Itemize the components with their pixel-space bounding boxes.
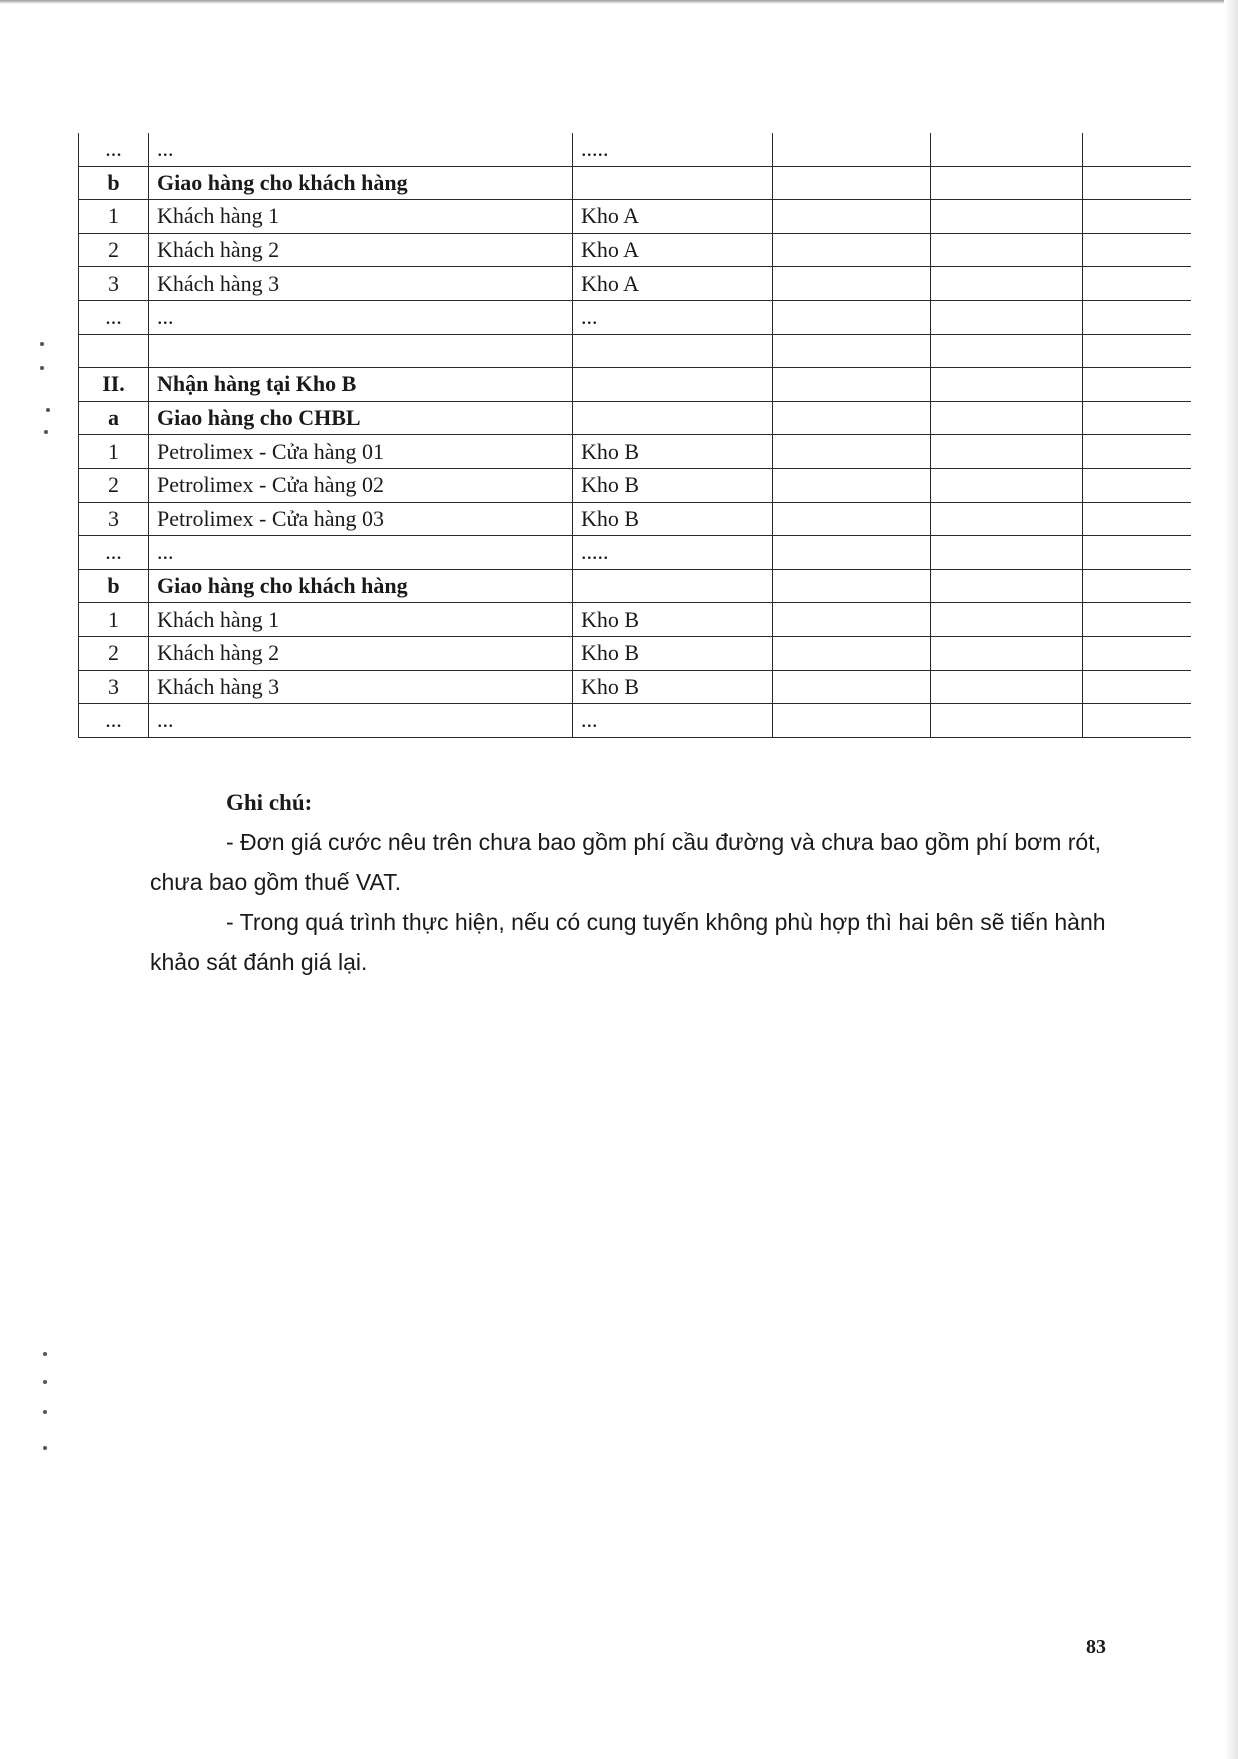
row-warehouse: Kho B [573, 670, 773, 704]
row-name: ... [149, 536, 573, 570]
row-warehouse [573, 166, 773, 200]
row-warehouse: ..... [573, 536, 773, 570]
row-warehouse: Kho A [573, 200, 773, 234]
row-cell-empty [1083, 603, 1191, 637]
margin-mark [40, 366, 44, 370]
row-cell-empty [1083, 334, 1191, 368]
row-cell-empty [931, 401, 1083, 435]
row-cell-empty [773, 435, 931, 469]
margin-mark [40, 342, 44, 346]
row-name [149, 334, 573, 368]
table-row [79, 536, 1191, 570]
row-cell-empty [1083, 200, 1191, 234]
row-name: Khách hàng 1 [149, 200, 573, 234]
row-warehouse: Kho A [573, 267, 773, 301]
note-line-1: - Đơn giá cước nêu trên chưa bao gồm phí cầu đường và chưa bao gồm phí bơm rót, chưa bao gồm thuế VAT. [150, 829, 1101, 895]
row-name: Khách hàng 3 [149, 670, 573, 704]
row-cell-empty [931, 468, 1083, 502]
margin-mark [43, 1410, 47, 1414]
table-row [79, 569, 1191, 603]
row-name: ... [149, 704, 573, 738]
table-row [79, 502, 1191, 536]
row-cell-empty [931, 166, 1083, 200]
row-stt: 1 [79, 200, 149, 234]
margin-mark [44, 430, 48, 434]
row-cell-empty [931, 502, 1083, 536]
row-stt: ... [79, 300, 149, 334]
row-name: Giao hàng cho khách hàng [149, 569, 573, 603]
row-cell-empty [931, 267, 1083, 301]
scan-edge-right [1224, 0, 1238, 1759]
table-row [79, 468, 1191, 502]
row-warehouse [573, 368, 773, 402]
row-stt: 2 [79, 233, 149, 267]
notes-title: Ghi chú: [226, 790, 313, 815]
row-warehouse: Kho A [573, 233, 773, 267]
row-cell-empty [773, 636, 931, 670]
row-stt: b [79, 166, 149, 200]
row-name: Khách hàng 3 [149, 267, 573, 301]
row-cell-empty [1083, 300, 1191, 334]
row-cell-empty [773, 200, 931, 234]
row-warehouse [573, 334, 773, 368]
row-cell-empty [773, 133, 931, 166]
row-warehouse: Kho B [573, 603, 773, 637]
row-cell-empty [931, 569, 1083, 603]
row-stt: 1 [79, 435, 149, 469]
row-cell-empty [773, 334, 931, 368]
row-warehouse [573, 401, 773, 435]
row-warehouse: Kho B [573, 468, 773, 502]
row-cell-empty [1083, 636, 1191, 670]
row-cell-empty [931, 603, 1083, 637]
row-stt: 3 [79, 502, 149, 536]
row-cell-empty [773, 401, 931, 435]
row-stt: ... [79, 133, 149, 166]
table-row [79, 267, 1191, 301]
row-cell-empty [773, 536, 931, 570]
row-warehouse: ..... [573, 133, 773, 166]
row-cell-empty [1083, 267, 1191, 301]
table-row [79, 704, 1191, 738]
row-cell-empty [931, 233, 1083, 267]
row-cell-empty [1083, 468, 1191, 502]
row-cell-empty [931, 670, 1083, 704]
table-row [79, 670, 1191, 704]
row-name: Petrolimex - Cửa hàng 01 [149, 435, 573, 469]
row-stt [79, 334, 149, 368]
row-stt: b [79, 569, 149, 603]
row-name: Petrolimex - Cửa hàng 02 [149, 468, 573, 502]
row-cell-empty [1083, 536, 1191, 570]
row-stt: 3 [79, 670, 149, 704]
row-cell-empty [773, 267, 931, 301]
row-cell-empty [773, 300, 931, 334]
row-name: Giao hàng cho CHBL [149, 401, 573, 435]
margin-mark [46, 408, 50, 412]
row-name: Khách hàng 2 [149, 233, 573, 267]
row-cell-empty [1083, 401, 1191, 435]
row-cell-empty [931, 334, 1083, 368]
row-stt: ... [79, 536, 149, 570]
note-line-2: - Trong quá trình thực hiện, nếu có cung tuyến không phù hợp thì hai bên sẽ tiến hành khảo sát đánh giá lại. [150, 909, 1106, 975]
row-cell-empty [773, 603, 931, 637]
row-cell-empty [1083, 368, 1191, 402]
row-cell-empty [1083, 502, 1191, 536]
row-name: ... [149, 300, 573, 334]
row-stt: 3 [79, 267, 149, 301]
page-number: 83 [1086, 1636, 1106, 1658]
table-row [79, 233, 1191, 267]
margin-mark [43, 1352, 47, 1356]
table-row [79, 166, 1191, 200]
row-cell-empty [773, 704, 931, 738]
row-cell-empty [773, 670, 931, 704]
row-warehouse [573, 569, 773, 603]
row-cell-empty [773, 502, 931, 536]
row-cell-empty [773, 468, 931, 502]
row-cell-empty [1083, 133, 1191, 166]
table-row [79, 133, 1191, 166]
row-stt: ... [79, 704, 149, 738]
row-cell-empty [1083, 670, 1191, 704]
row-warehouse: Kho B [573, 502, 773, 536]
table-row [79, 300, 1191, 334]
row-cell-empty [931, 368, 1083, 402]
row-cell-empty [1083, 569, 1191, 603]
table-row [79, 368, 1191, 402]
table-row [79, 603, 1191, 637]
row-cell-empty [931, 435, 1083, 469]
row-stt: 2 [79, 468, 149, 502]
row-cell-empty [1083, 233, 1191, 267]
scan-edge-top [0, 0, 1238, 4]
row-name: Giao hàng cho khách hàng [149, 166, 573, 200]
row-cell-empty [773, 368, 931, 402]
row-cell-empty [931, 636, 1083, 670]
row-name: Petrolimex - Cửa hàng 03 [149, 502, 573, 536]
table-row [79, 200, 1191, 234]
row-name: Nhận hàng tại Kho B [149, 368, 573, 402]
route-pricing-table [78, 133, 1191, 738]
row-warehouse: ... [573, 300, 773, 334]
row-name: Khách hàng 2 [149, 636, 573, 670]
row-cell-empty [931, 704, 1083, 738]
margin-mark [43, 1446, 47, 1450]
row-cell-empty [931, 200, 1083, 234]
row-cell-empty [773, 233, 931, 267]
row-cell-empty [931, 300, 1083, 334]
row-warehouse: ... [573, 704, 773, 738]
row-cell-empty [1083, 166, 1191, 200]
margin-mark [43, 1380, 47, 1384]
row-stt: 2 [79, 636, 149, 670]
table-row [79, 334, 1191, 368]
row-stt: II. [79, 368, 149, 402]
table-row [79, 401, 1191, 435]
row-stt: 1 [79, 603, 149, 637]
row-stt: a [79, 401, 149, 435]
table-body [79, 133, 1191, 737]
row-warehouse: Kho B [573, 435, 773, 469]
row-cell-empty [773, 166, 931, 200]
row-cell-empty [1083, 704, 1191, 738]
row-cell-empty [773, 569, 931, 603]
row-name: Khách hàng 1 [149, 603, 573, 637]
table-row [79, 636, 1191, 670]
row-name: ... [149, 133, 573, 166]
row-cell-empty [931, 133, 1083, 166]
row-cell-empty [931, 536, 1083, 570]
row-cell-empty [1083, 435, 1191, 469]
row-warehouse: Kho B [573, 636, 773, 670]
table-row [79, 435, 1191, 469]
